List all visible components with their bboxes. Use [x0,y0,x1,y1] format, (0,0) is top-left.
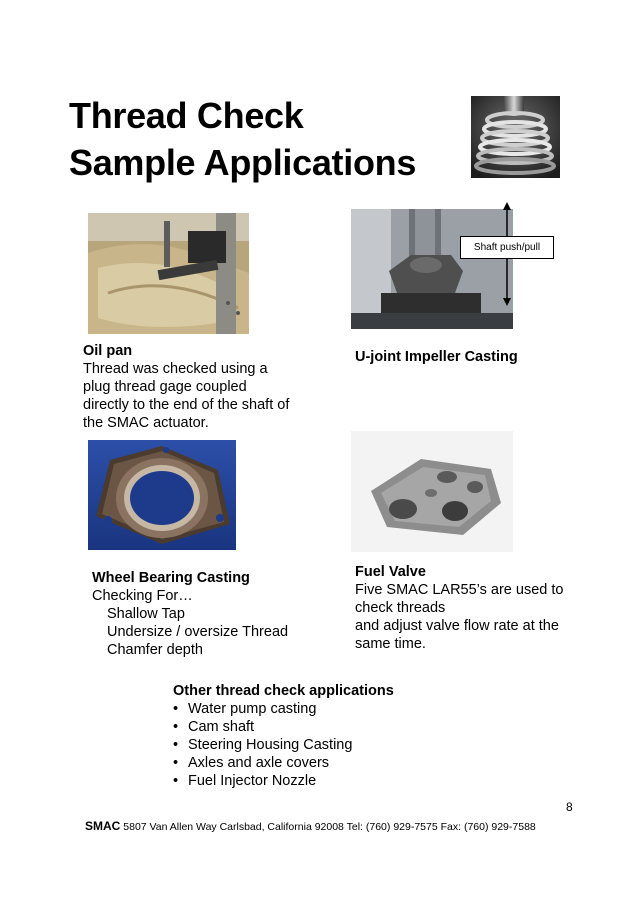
list-item: • Fuel Injector Nozzle [173,772,473,790]
other-applications-list [173,700,473,790]
ujoint-impeller-photo [351,209,513,329]
wheel-bearing-photo [88,440,236,550]
ujoint-heading: U-joint Impeller Casting [355,349,518,365]
shaft-push-pull-callout: Shaft push/pull [460,236,554,259]
fuel-valve-line: check threads [355,600,446,616]
page-title [69,92,416,186]
other-applications-heading: Other thread check applications [173,683,394,699]
oil-pan-line: the SMAC actuator. [83,415,209,431]
wheel-bearing-heading: Wheel Bearing Casting [92,570,250,586]
oil-pan-photo [88,213,249,334]
thread-closeup-photo [471,96,560,178]
footer [85,819,536,833]
oil-pan-line: plug thread gage coupled [83,379,247,395]
oil-pan-caption [83,342,313,432]
wheel-bearing-caption [92,569,322,659]
footer-details: 5807 Van Allen Way Carlsbad, California 92008 Tel: (760) 929-7575 Fax: (760) 929-7588 [123,821,536,833]
fuel-valve-line: and adjust valve flow rate at the [355,618,559,634]
fuel-valve-photo [351,431,513,552]
fuel-valve-caption [355,563,595,653]
fuel-valve-line: Five SMAC LAR55’s are used to [355,582,564,598]
footer-company: SMAC [85,819,121,833]
list-item: • Cam shaft [173,718,473,736]
list-item: • Water pump casting [173,700,473,718]
list-item: • Axles and axle covers [173,754,473,772]
wheel-bearing-item: Shallow Tap [107,606,185,622]
title-line-1: Thread Check [69,95,304,136]
title-line-2: Sample Applications [69,142,417,183]
wheel-bearing-item: Undersize / oversize Thread [107,624,289,640]
list-item: • Steering Housing Casting [173,736,473,754]
fuel-valve-heading: Fuel Valve [355,564,426,580]
fuel-valve-line: same time. [355,636,426,652]
page-number: 8 [566,800,573,814]
other-applications [173,682,473,790]
oil-pan-line: Thread was checked using a [83,361,268,377]
oil-pan-line: directly to the end of the shaft of [83,397,290,413]
wheel-bearing-item: Chamfer depth [107,642,203,658]
wheel-bearing-intro: Checking For… [92,588,193,604]
oil-pan-heading: Oil pan [83,343,133,359]
